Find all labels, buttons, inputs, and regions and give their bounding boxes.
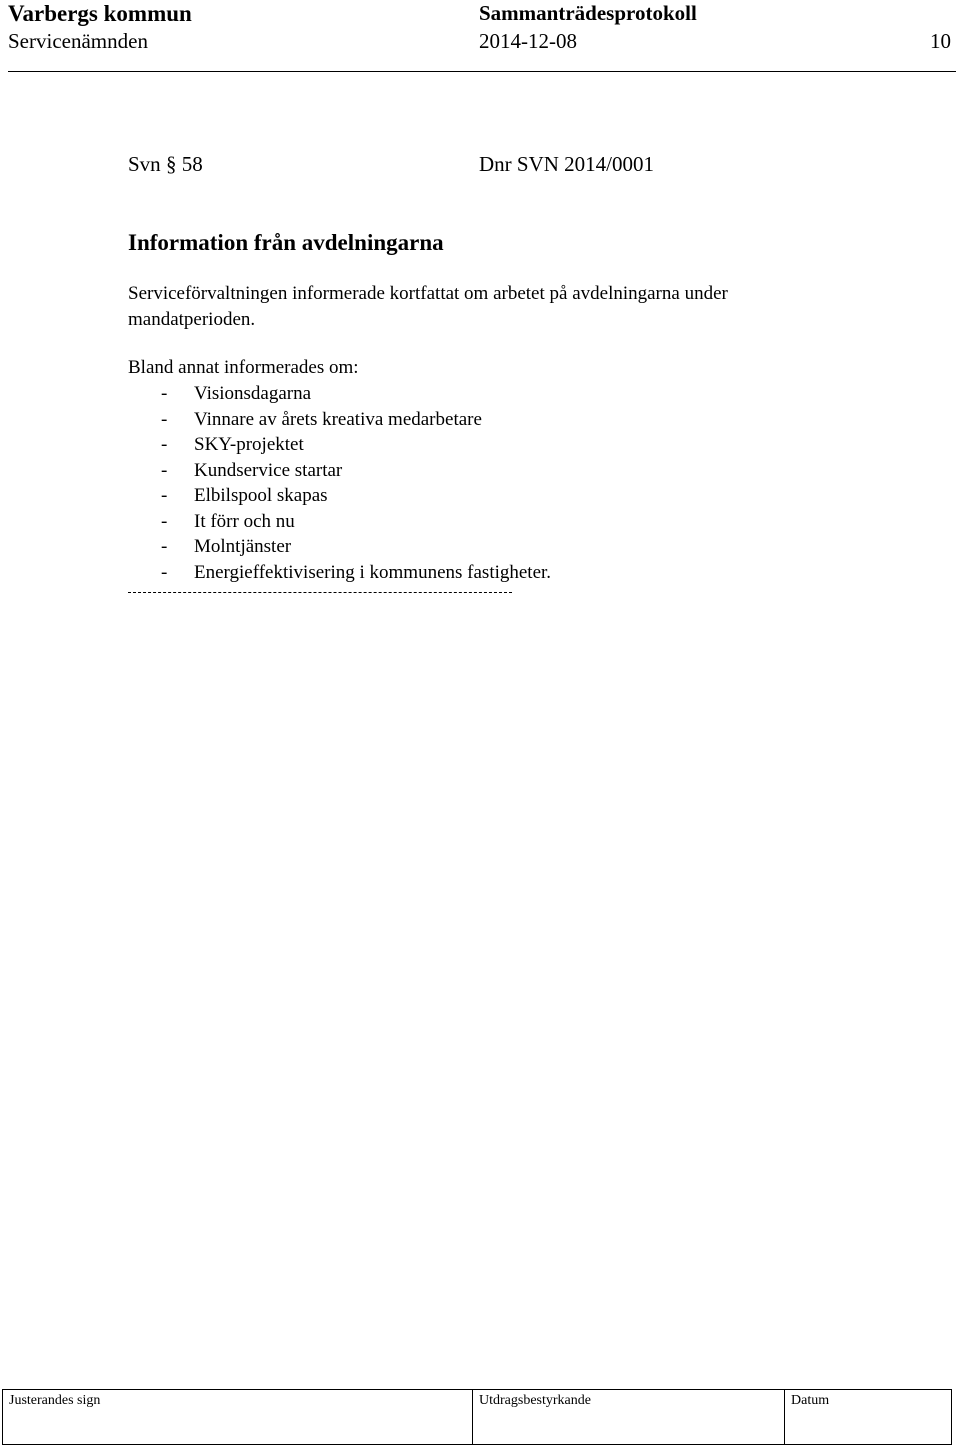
list-item-text: Kundservice startar — [194, 459, 343, 481]
list-item-text: Energieffektivisering i kommunens fastigheter. — [194, 561, 552, 583]
list-item — [128, 407, 551, 433]
list-intro: Bland annat informerades om: — [128, 357, 359, 378]
section-summary: Serviceförvaltningen informerade kortfattat om arbetet på avdelningarna under mandatperioden. — [128, 283, 728, 330]
list-item — [128, 483, 551, 509]
section-end-divider — [128, 592, 512, 593]
signature-table — [2, 1389, 952, 1445]
dash-bullet: - — [161, 561, 168, 583]
dash-bullet: - — [161, 383, 168, 404]
dash-bullet: - — [161, 434, 168, 455]
paragraph-ref-label: Svn — [128, 152, 161, 176]
meeting-date: 2014-12-08 — [479, 29, 577, 53]
header-divider — [8, 71, 956, 72]
diary-number: Dnr SVN 2014/0001 — [479, 152, 655, 176]
document-type: Sammanträdesprotokoll — [479, 1, 697, 25]
extract-label: Utdragsbestyrkande — [479, 1393, 591, 1408]
date-cell — [785, 1390, 951, 1444]
list-item-text: Visionsdagarna — [194, 383, 312, 404]
dash-bullet: - — [161, 408, 168, 430]
extract-certification-cell — [473, 1390, 785, 1444]
dash-bullet: - — [161, 510, 168, 532]
list-item-text: SKY-projektet — [194, 434, 304, 455]
information-list — [128, 381, 551, 585]
board-name: Servicenämnden — [8, 29, 148, 53]
dash-bullet: - — [161, 485, 168, 506]
list-item-text: Elbilspool skapas — [194, 485, 328, 506]
list-item — [128, 432, 551, 458]
list-item-text: Molntjänster — [194, 536, 292, 557]
list-item — [128, 534, 551, 560]
list-item — [128, 381, 551, 407]
list-item — [128, 458, 551, 484]
organization-name: Varbergs kommun — [8, 1, 192, 26]
list-item — [128, 560, 551, 586]
section-sign: § — [165, 152, 177, 176]
section-title: Information från avdelningarna — [128, 230, 444, 255]
list-item-text: Vinnare av årets kreativa medarbetare — [194, 408, 482, 430]
dash-bullet: - — [161, 459, 168, 481]
list-item-text: It förr och nu — [194, 510, 295, 532]
dash-bullet: - — [161, 536, 168, 557]
sign-label: Justerandes sign — [9, 1393, 101, 1408]
list-item — [128, 509, 551, 535]
page-number: 10 — [930, 29, 951, 53]
date-label: Datum — [791, 1393, 830, 1408]
paragraph-number: 58 — [181, 152, 203, 176]
paragraph-reference — [128, 151, 203, 177]
signature-cell — [3, 1390, 473, 1444]
